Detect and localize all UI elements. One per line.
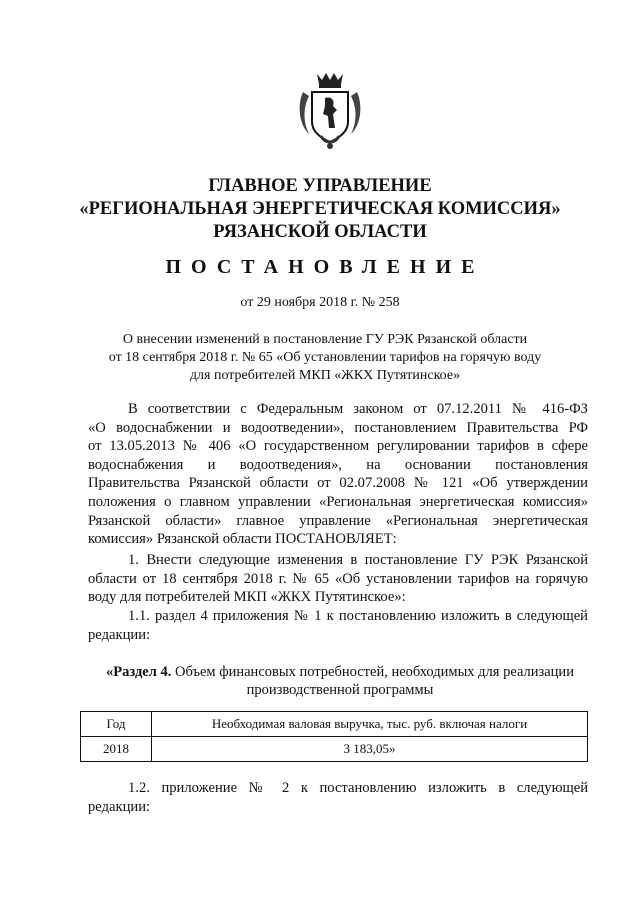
preamble-line: комиссия» Рязанской области ПОСТАНОВЛЯЕТ: [88,531,397,548]
header-line-3: РЯЗАНСКОЙ ОБЛАСТИ [213,222,427,242]
table-cell: 2018 [81,737,152,762]
document-subject [90,331,560,385]
table-header-cell: Необходимая валовая выручка, тыс. руб. включая налоги [152,712,588,737]
table-header-row [81,712,588,737]
subject-line: для потребителей МКП «ЖКХ Путятинское» [189,368,461,383]
item-1-paragraph [88,551,588,607]
item-1-2-line: 1.2. приложение № 2 к постановлению изложить в следующей [128,780,588,796]
item-1-2-line: редакции: [88,798,151,815]
section-4-heading [90,663,590,699]
table-row [81,737,588,762]
item-1-1-line: 1.1. раздел 4 приложения № 1 к постановлению изложить в следующей [128,608,588,624]
section-title-line: производственной программы [246,682,434,698]
preamble-line: от 13.05.2013 № 406 «О государственном регулировании тарифов в сфере [88,438,588,455]
header-line-1: ГЛАВНОЕ УПРАВЛЕНИЕ [208,176,432,196]
preamble-paragraph [88,400,588,549]
preamble-line: Рязанской области» главное управление «Региональная энергетическая [88,512,588,529]
document-date: от 29 ноября 2018 г. № 258 [240,295,400,310]
preamble-line: водоснабжения и водоотведения», на основании постановления [88,456,588,473]
financial-needs-table [80,711,588,762]
item-1-1-line: редакции: [88,626,151,643]
item-1-line: воду для потребителей МКП «ЖКХ Путятинское»: [88,589,406,606]
coat-of-arms-emblem [295,70,365,150]
preamble-line: В соответствии с Федеральным законом от 07.12.2011 № 416-ФЗ [128,401,588,417]
preamble-line: положения о главном управлении «Региональная энергетическая комиссия» [88,493,588,510]
item-1-line: 1. Внести следующие изменения в постановление ГУ РЭК Рязанской [128,552,588,568]
item-1-line: области от 18 сентября 2018 г. № 65 «Об установлении тарифов на горячую [88,570,588,587]
preamble-line: «О водоснабжении и водоотведении», постановлением Правительства РФ [88,419,588,436]
table-cell: 3 183,05» [152,737,588,762]
item-1-1-paragraph [88,607,588,644]
document-title: ПОСТАНОВЛЕНИЕ [165,256,485,278]
section-title-line: Объем финансовых потребностей, необходимых для реализации [174,664,574,680]
header-line-2: «РЕГИОНАЛЬНАЯ ЭНЕРГЕТИЧЕСКАЯ КОМИССИЯ» [79,199,561,219]
item-1-2-paragraph [88,779,588,816]
subject-line: О внесении изменений в постановление ГУ РЭК Рязанской области [122,332,528,347]
subject-line: от 18 сентября 2018 г. № 65 «Об установлении тарифов на горячую воду [108,350,542,365]
section-prefix: «Раздел 4. [106,664,172,680]
table-header-cell: Год [81,712,152,737]
preamble-line: Правительства Рязанской области от 02.07.2008 № 121 «Об утверждении [88,475,588,492]
